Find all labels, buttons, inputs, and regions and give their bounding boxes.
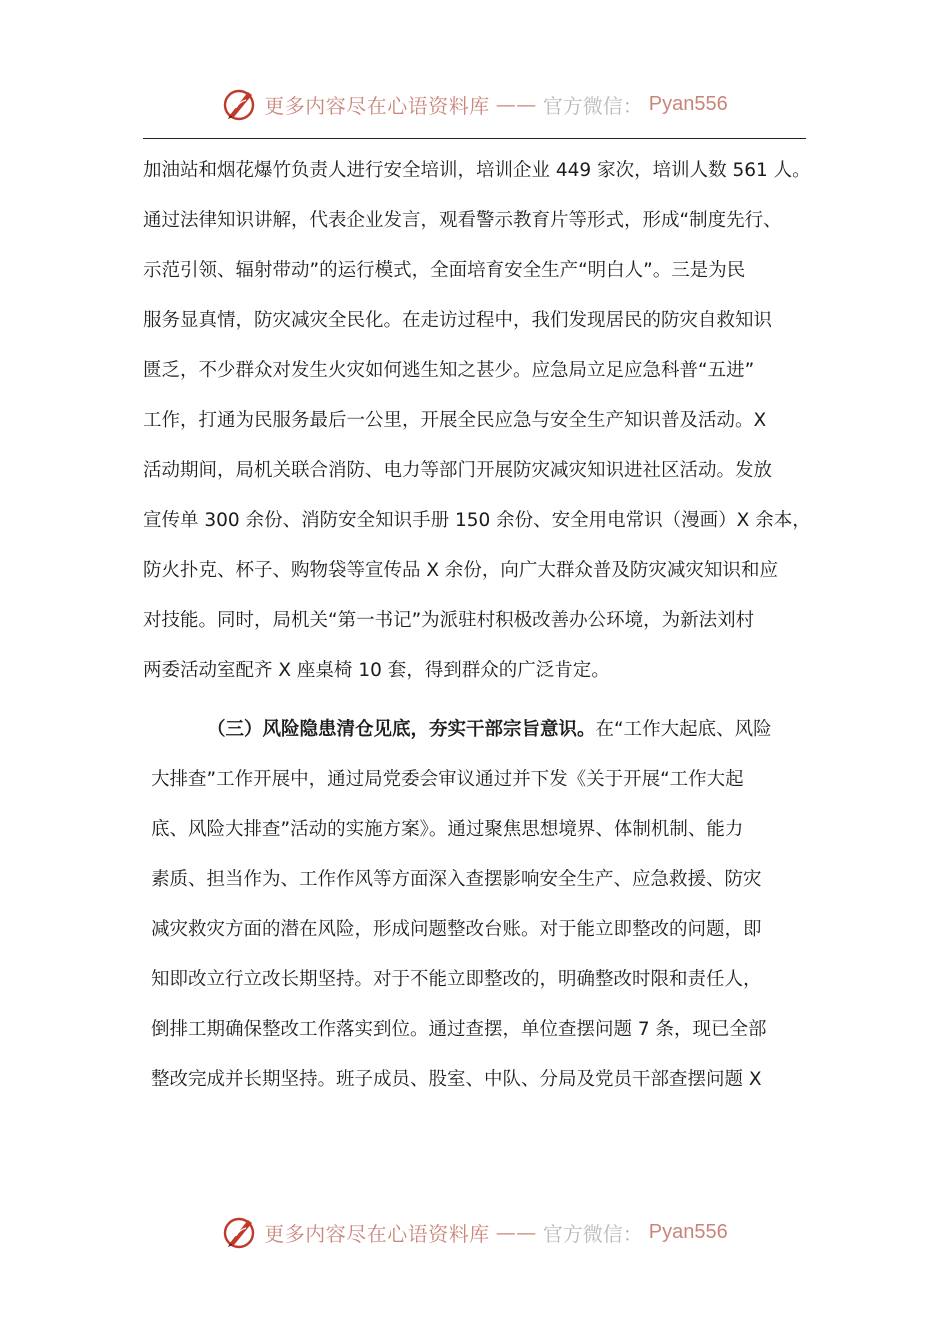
text-line: 通过法律知识讲解，代表企业发言，观看警示教育片等形式，形成“制度先行、 (143, 210, 782, 231)
text-line: 示范引领、辐射带动”的运行模式，全面培育安全生产“明白人”。三是为民 (143, 260, 746, 281)
footer-banner-title: 更多内容尽在心语资料库 (264, 1221, 490, 1246)
text-line: 素质、担当作为、工作作风等方面深入查摆影响安全生产、应急救援、防灾 (151, 869, 762, 890)
body-paragraph-1 (143, 146, 811, 696)
header-banner-dash: —— (495, 92, 537, 116)
footer-banner-id: Pyan556 (648, 1220, 728, 1243)
text-line: 加油站和烟花爆竹负责人进行安全培训，培训企业 449 家次，培训人数 561 人。 (143, 160, 811, 181)
text-line: 防火扑克、杯子、购物袋等宣传品 X 余份，向广大群众普及防灾减灾知识和应 (143, 560, 778, 581)
header-banner-id: Pyan556 (648, 92, 728, 115)
text-line: 对技能。同时，局机关“第一书记”为派驻村积极改善办公环境，为新法刘村 (143, 610, 755, 631)
pen-logo-icon (222, 1214, 258, 1250)
footer-banner (0, 1210, 950, 1254)
text-line: 匮乏，不少群众对发生火灾如何逃生知之甚少。应急局立足应急科普“五进” (143, 360, 755, 381)
text-line: 整改完成并长期坚持。班子成员、股室、中队、分局及党员干部查摆问题 X (151, 1069, 762, 1090)
text-line: 服务显真情，防灾减灾全民化。在走访过程中，我们发现居民的防灾自救知识 (143, 310, 773, 331)
header-divider (143, 138, 806, 139)
text-line: 活动期间，局机关联合消防、电力等部门开展防灾减灾知识进社区活动。发放 (143, 460, 773, 481)
text-line: 工作，打通为民服务最后一公里，开展全民应急与安全生产知识普及活动。X (143, 410, 767, 431)
text-line: 减灾救灾方面的潜在风险，形成问题整改台账。对于能立即整改的问题，即 (151, 919, 762, 940)
text-line: 底、风险大排查”活动的实施方案》。通过聚焦思想境界、体制机制、能力 (151, 819, 744, 840)
pen-logo-icon (222, 86, 258, 122)
section-3-first-line-rest: 在“工作大起底、风险 (595, 719, 772, 740)
footer-banner-dash: —— (495, 1220, 537, 1244)
text-line: 两委活动室配齐 X 座桌椅 10 套，得到群众的广泛肯定。 (143, 660, 610, 681)
footer-banner-wechat-label: 官方微信： (542, 1221, 643, 1246)
body-paragraph-section-3 (151, 705, 772, 1105)
header-banner-title: 更多内容尽在心语资料库 (264, 93, 490, 118)
text-line: 宣传单 300 余份、消防安全知识手册 150 余份、安全用电常识（漫画）X 余本， (143, 510, 811, 531)
text-line: 大排查”工作开展中，通过局党委会审议通过并下发《关于开展“工作大起 (151, 769, 744, 790)
section-3-heading: （三）风险隐患清仓见底，夯实干部宗旨意识。 (207, 719, 596, 740)
text-line: 知即改立行立改长期坚持。对于不能立即整改的，明确整改时限和责任人， (151, 969, 762, 990)
header-banner-wechat-label: 官方微信： (542, 93, 643, 118)
header-banner (0, 82, 950, 126)
text-line: 倒排工期确保整改工作落实到位。通过查摆，单位查摆问题 7 条，现已全部 (151, 1019, 767, 1040)
section-3-first-line (151, 705, 772, 755)
